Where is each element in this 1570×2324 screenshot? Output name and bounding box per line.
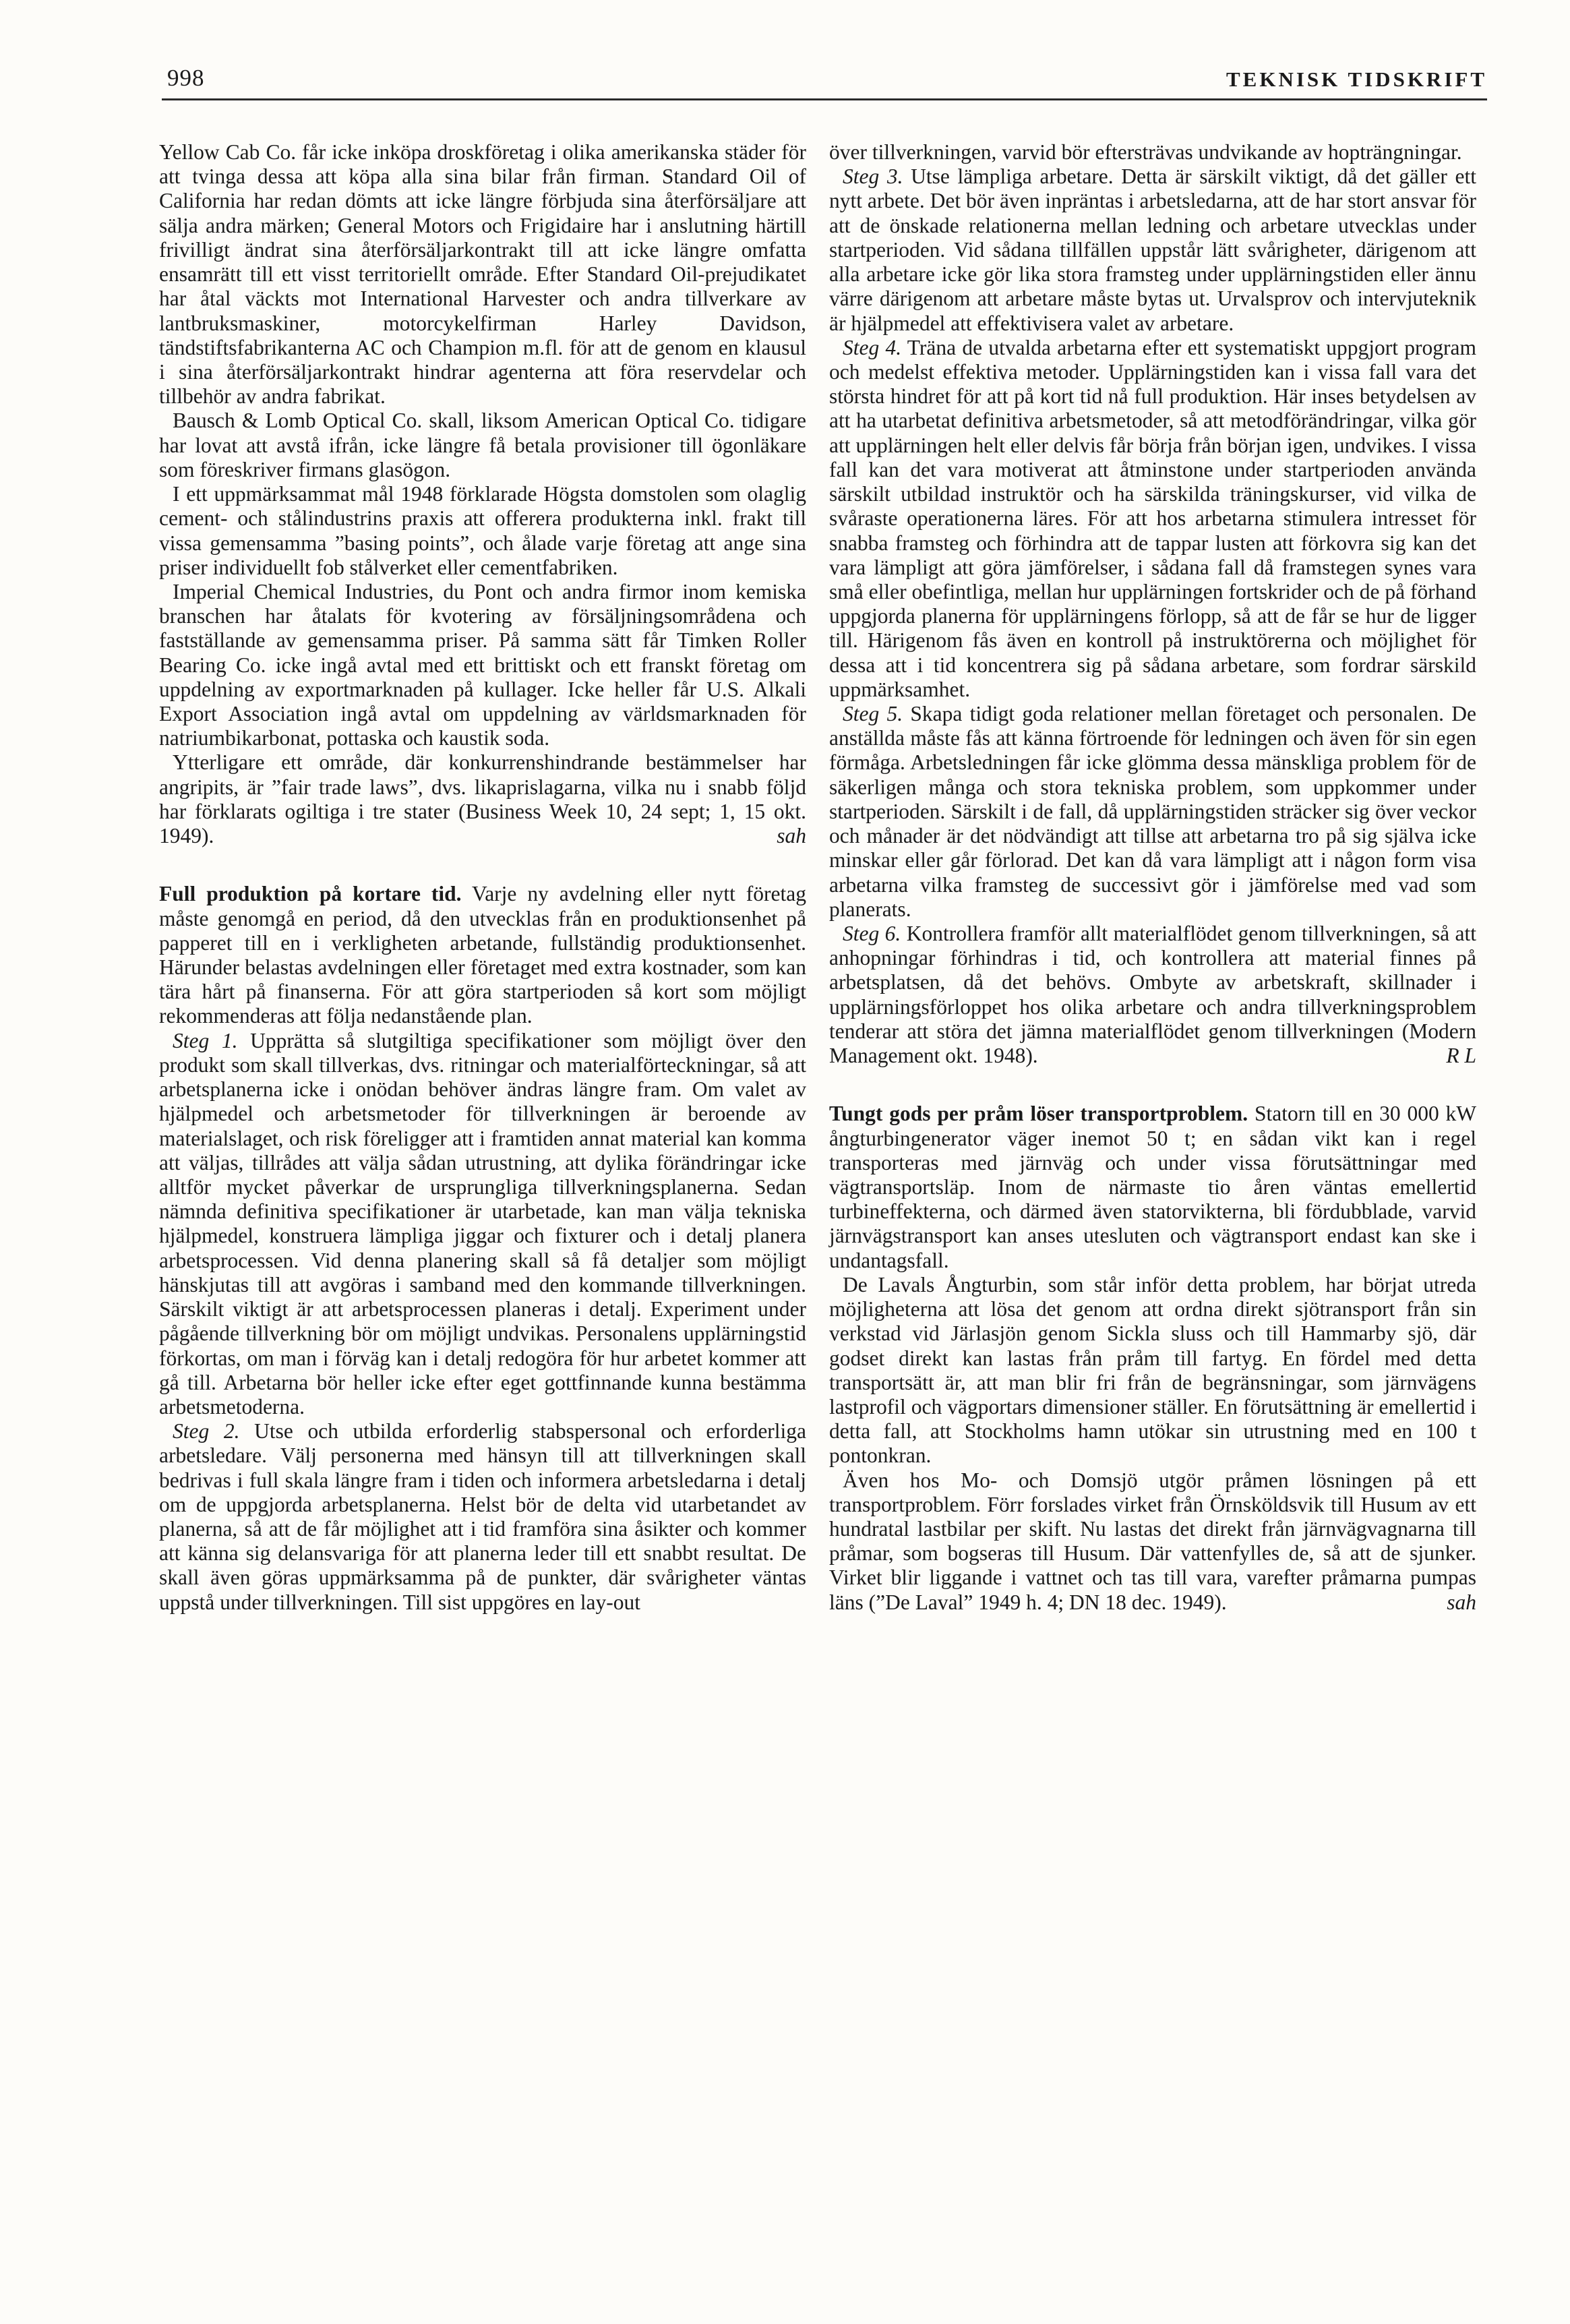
paragraph-text: Även hos Mo- och Domsjö utgör pråmen lösningen på ett transportproblem. Förr forslades virket från Örnsköldsvik till Husum av ett hundratal lastbilar per skift. Nu lastas det direkt från järnvägvagnarna till pråmar, som bogseras till Husum. Där vattenfylles de, så att de sjunker. Virket blir liggande i vattnet och tas till vara, varefter pråmarna pumpas läns (”De Laval” 1949 h. 4; DN 18 dec. 1949). xyxy=(829,1468,1476,1614)
section-title: Full produktion på kortare tid. xyxy=(159,882,462,906)
paragraph xyxy=(159,750,806,848)
step-paragraph xyxy=(829,922,1476,1068)
paragraph-text: Varje ny avdelning eller nytt företag måste genomgå en period, då den utvecklas från en produktionsenhet på papperet till en i verkligheten arbetande, fullständig produktionsenhet. Härunder belastas avdelningen eller företaget med extra kostnader, som kan tära hårt på finanserna. För att göra startperioden så kort som möjligt rekommenderas att följa nedanstående plan. xyxy=(159,882,806,1028)
author-signature: sah xyxy=(1447,1590,1476,1614)
step-text: Utse och utbilda erforderlig stabspersonal och erforderliga arbetsledare. Välj personerna med hänsyn till att tillverkningen skall bedrivas i full skala längre fram i tiden och informera arbetsledarna i detalj om de uppgjorda arbetsplanerna. Helst bör de delta vid utarbetandet av planerna, så att de får möjlighet att i tid framföra sina åsikter och kommer att känna sig delansvariga för att planerna leder till ett snabbt resultat. De skall även göras uppmärksamma på de punkter, där svårigheter väntas uppstå under tillverkningen. Till sist uppgöres en lay-out xyxy=(159,1419,807,1614)
step-paragraph xyxy=(829,165,1476,336)
step-label: Steg 2. xyxy=(173,1419,240,1443)
paragraph: I ett uppmärksammat mål 1948 förklarade Högsta domstolen som olaglig cement- och stålindustrins praxis att offerera produkterna inkl. frakt till vissa gemensamma ”basing points”, och ålade varje företag att ange sina priser individuellt fob stålverket eller cementfabriken. xyxy=(159,482,806,579)
paragraph-text: Statorn till en 30 000 kW ångturbingenerator väger inemot 50 t; en sådan vikt kan i regel transporteras med järnväg och under vissa förutsättningar med vägtransportsläp. Inom de närmaste tio åren väntas emellertid turbineffekterna, och därmed även statorvikterna, bli fördubblade, varvid järnvägstransport kan anses utesluten och vägtransport endast kan ske i undantagsfall. xyxy=(829,1102,1477,1272)
step-paragraph xyxy=(829,702,1476,922)
step-paragraph xyxy=(829,336,1476,702)
left-column xyxy=(159,140,806,1615)
author-signature: sah xyxy=(777,824,806,848)
paragraph: Imperial Chemical Industries, du Pont och andra firmor inom kemiska branschen har åtalats för kvotering av försäljningsområdena och fastställande av gemensamma priser. På samma sätt får Timken Roller Bearing Co. icke ingå avtal med ett brittiskt och ett franskt företag om uppdelning av exportmarknaden på kullager. Icke heller får U.S. Alkali Export Association ingå avtal om uppdelning av världsmarknaden för natriumbikarbonat, pottaska och kaustik soda. xyxy=(159,579,806,750)
step-label: Steg 5. xyxy=(843,702,903,726)
step-text: Träna de utvalda arbetarna efter ett systematiskt uppgjort program och medelst effektiva metoder. Upplärningstiden kan i vissa fall vara det största hindret för att på kort tid nå full produktion. Här inses betydelsen av att ha utarbetat definitiva arbetsmetoder, så att metodförändringar, vilka gör att upplärningen helt eller delvis får börja från början igen, undvikes. I vissa fall kan det vara motiverat att åtminstone under startperioden använda särskilt utbildad instruktör och ha särskilda träningskurser, vid vilka de svåraste operationerna läres. För att hos arbetarna stimulera intresset för snabba framsteg och förhindra att de tappar lusten att förkovra sig kan det vara lämpligt att göra jämförelser, i sådana fall då framstegen synes vara små eller obefintliga, mellan hur upplärningen fortskrider och de på förhand uppgjorda planerna för upplärningens förlopp, så att de får se hur de ligger till. Härigenom fås även en kontroll på instruktörerna och möjlighet för dessa att i tid koncentrera sig på sådana arbetare, som fordrar särskild uppmärksamhet. xyxy=(829,335,1477,701)
section-paragraph xyxy=(829,1102,1476,1273)
step-label: Steg 4. xyxy=(843,335,902,359)
step-text: Upprätta så slutgiltiga specifikationer som möjligt över den produkt som skall tillverkas, dvs. ritningar och materialförteckningar, så att arbetsplanerna icke i onödan behöver ändras längre fram. Om valet av hjälpmedel och arbetsmetoder för tillverkningen är beroende av materialslaget, och risk föreligger att i framtiden annat material kan komma att väljas, tillrådes att välja sådan utrustning, att dylika förändringar icke alltför mycket påverkar de ursprungliga tillverkningsplanerna. Sedan nämnda definitiva specifikationer är utarbetade, kan man välja tekniska hjälpmedel, konstruera lämpliga jiggar och fixturer och i detalj planera arbetsprocessen. Vid denna planering skall så få detaljer som möjligt hänskjutas till att avgöras i samband med den kommande tillverkningen. Särskilt viktigt är att arbetsprocessen planeras i detalj. Experiment under pågående tillverkning bör om möjligt undvikas. Personalens upplärningstid förkortas, om man i förväg kan i detalj redogöra för hur arbetet kommer att gå till. Arbetarna bör heller icke efter eget gottfinnande kunna bestämma arbetsmetoderna. xyxy=(159,1028,807,1419)
step-text: Utse lämpliga arbetare. Detta är särskilt viktigt, då det gäller ett nytt arbete. Det bör även inpräntas i arbetsledarna, att de har stort ansvar för att de önskade relationerna mellan ledning och arbetare utvecklas under startperioden. Vid sådana tillfällen uppstår lätt svårigheter, därigenom att alla arbetare icke gör lika stora framsteg under upplärningstiden eller ännu värre därigenom att arbetare måste bytas ut. Urvalsprov och intervjuteknik är hjälpmedel att effektivisera valet av arbetare. xyxy=(829,165,1476,335)
journal-title: TEKNISK TIDSKRIFT xyxy=(1226,67,1487,91)
section-title: Tungt gods per pråm löser transportproblem. xyxy=(829,1102,1248,1126)
step-paragraph xyxy=(159,1029,806,1420)
header-rule xyxy=(162,98,1487,100)
step-label: Steg 1. xyxy=(173,1028,238,1052)
page-number: 998 xyxy=(167,65,205,91)
paragraph: Bausch & Lomb Optical Co. skall, liksom American Optical Co. tidigare har lovat att avstå ifrån, icke längre få betala provisioner till ögonläkare som föreskriver firmans glasögon. xyxy=(159,409,806,481)
paragraph: över tillverkningen, varvid bör eftersträvas undvikande av hopträngningar. xyxy=(829,140,1462,164)
paragraph xyxy=(829,1468,1476,1615)
step-label: Steg 3. xyxy=(843,165,903,189)
right-column xyxy=(829,140,1476,1615)
step-text: Kontrollera framför allt materialflödet genom tillverkningen, så att anhopningar förhindras i tid, och kontrollera att material finnes på arbetsplatsen, då det behövs. Ombyte av arbetskraft, skillnader i upplärningsförloppet hos olika arbetare och andra tillverkningsproblem tenderar att störa det jämna materialflödet genom tillverkningen (Modern Management okt. 1948). xyxy=(829,922,1476,1068)
step-label: Steg 6. xyxy=(843,922,901,945)
author-signature: R L xyxy=(1446,1044,1476,1068)
paragraph: Yellow Cab Co. får icke inköpa droskföretag i olika amerikanska städer för att tvinga dessa att köpa alla sina bilar från firman. Standard Oil of California har redan dömts att icke längre förbjuda sina återförsäljare att sälja andra märken; General Motors och Frigidaire har i anslutning härtill frivilligt ändrat sina återförsäljarkontrakt till att icke längre omfatta ensamrätt till ett visst territoriellt område. Efter Standard Oil-prejudikatet har åtal väckts mot International Harvester och andra tillverkare av lantbruksmaskiner, motorcykelfirman Harley Davidson, tändstiftsfabrikanterna AC och Champion m.fl. för att de genom en klausul i sina återförsäljarkontrakt hindrar agenterna att föra reservdelar och tillbehör av andra fabrikat. xyxy=(159,140,806,409)
paragraph-text: Ytterligare ett område, där konkurrenshindrande bestämmelser har angripits, är ”fair trade laws”, dvs. likaprislagarna, vilka nu i snabb följd har förklarats ogiltiga i tre stater (Business Week 10, 24 sept; 1, 15 okt. 1949). xyxy=(159,750,806,848)
section-paragraph xyxy=(159,882,806,1028)
paragraph: De Lavals Ångturbin, som står inför detta problem, har börjat utreda möjligheterna att lösa det genom att ordna direkt sjötransport från sin verkstad vid Järlasjön genom Sickla sluss och till Hammarby sjö, där godset direkt kan lastas från pråm till fartyg. En fördel med detta transportsätt är, att man blir fri från de begränsningar, som järnvägens lastprofil och vägportars dimensioner ställer. En förutsättning är emellertid i detta fall, att Stockholms hamn utökar sin utrustning med en 100 t pontonkran. xyxy=(829,1272,1476,1468)
step-text: Skapa tidigt goda relationer mellan företaget och personalen. De anställda måste fås att känna förtroende för ledningen och även för sin egen förmåga. Arbetsledningen får icke glömma dessa mänskliga problem för de säkerligen många och stora tekniska problem, som uppkommer under startperioden. Särskilt i de fall, då upplärningstiden sträcker sig över veckor och månader är det nödvändigt att tillse att arbetarna tro på sig själva icke minskar eller går förlorad. Det kan då vara lämpligt att i någon form visa arbetarna vilka framsteg de successivt gör i jämförelse med vad som planerats. xyxy=(829,702,1477,921)
step-paragraph xyxy=(159,1419,806,1615)
page-header xyxy=(162,59,1487,101)
